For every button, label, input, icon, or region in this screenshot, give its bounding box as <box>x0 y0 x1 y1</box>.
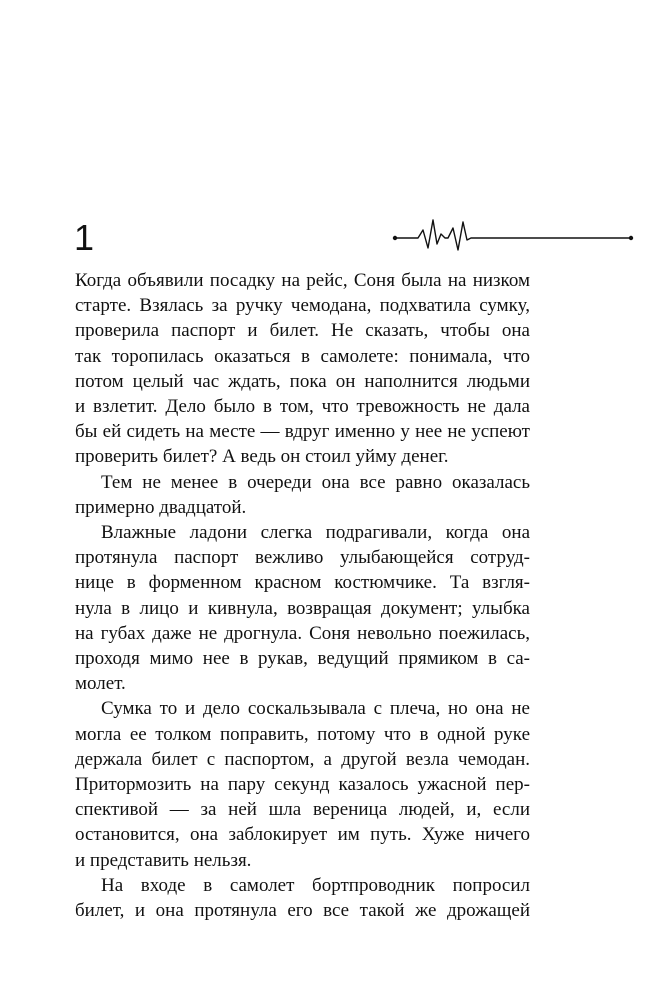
text-line: на губах даже не дрогнула. Соня невольно поежилась, <box>75 622 530 644</box>
text-line: могла ее толком поправить, потому что в одной руке <box>75 723 530 745</box>
text-line: Влажные ладони слегка подрагивали, когда она <box>101 522 530 544</box>
text-line: проверила паспорт и билет. Не сказать, чтобы она <box>75 320 530 342</box>
text-line: Тем не менее в очереди она все равно оказалась <box>101 471 530 493</box>
text-line: билет, и она протянула его все такой же дрожащей <box>75 900 530 922</box>
text-line: спективой — за ней шла вереница людей, и, если <box>75 799 530 821</box>
text-line: Притормозить на пару секунд казалось ужасной пер- <box>75 774 530 796</box>
text-line: нула в лицо и кивнула, возвращая документ; улыбка <box>75 597 530 619</box>
text-line: Когда объявили посадку на рейс, Соня была на низком <box>75 270 530 291</box>
text-line: и взлетит. Дело было в том, что тревожность не дала <box>75 396 530 418</box>
paragraph-5 <box>75 873 530 923</box>
text-line: держала билет с паспортом, а другой везла чемодан. <box>75 748 530 770</box>
paragraph-3 <box>75 520 530 696</box>
text-line: потом целый час ждать, пока он наполнится людьми <box>75 370 530 392</box>
text-line: старте. Взялась за ручку чемодана, подхватила сумку, <box>75 295 530 317</box>
paragraph-4 <box>75 696 530 872</box>
paragraph-1 <box>75 268 530 470</box>
paragraph-2 <box>75 470 530 520</box>
text-line: остановится, она заблокирует им путь. Хуже ничего <box>75 824 530 846</box>
text-line: На входе в самолет бортпроводник попросил <box>101 874 530 896</box>
text-line: проверить билет? А ведь он стоил уйму денег. <box>75 446 449 468</box>
text-line: молет. <box>75 673 126 695</box>
text-line: протянула паспорт вежливо улыбающейся сотруд- <box>75 547 530 569</box>
chapter-text <box>75 268 530 923</box>
heartbeat-line-icon <box>392 216 634 256</box>
text-line: бы ей сидеть на месте — вдруг именно у нее не успеют <box>75 421 530 443</box>
text-line: проходя мимо нее в рукав, ведущий прямиком в са- <box>75 648 530 670</box>
text-line: примерно двадцатой. <box>75 496 247 518</box>
text-line: нице в форменном красном костюмчике. Та взгля- <box>75 572 530 594</box>
chapter-number: 1 <box>74 217 95 258</box>
text-line: и представить нельзя. <box>75 849 252 871</box>
text-line: Сумка то и дело соскальзывала с плеча, но она не <box>101 698 530 720</box>
text-line: так торопилась оказаться в самолете: понимала, что <box>75 345 530 367</box>
